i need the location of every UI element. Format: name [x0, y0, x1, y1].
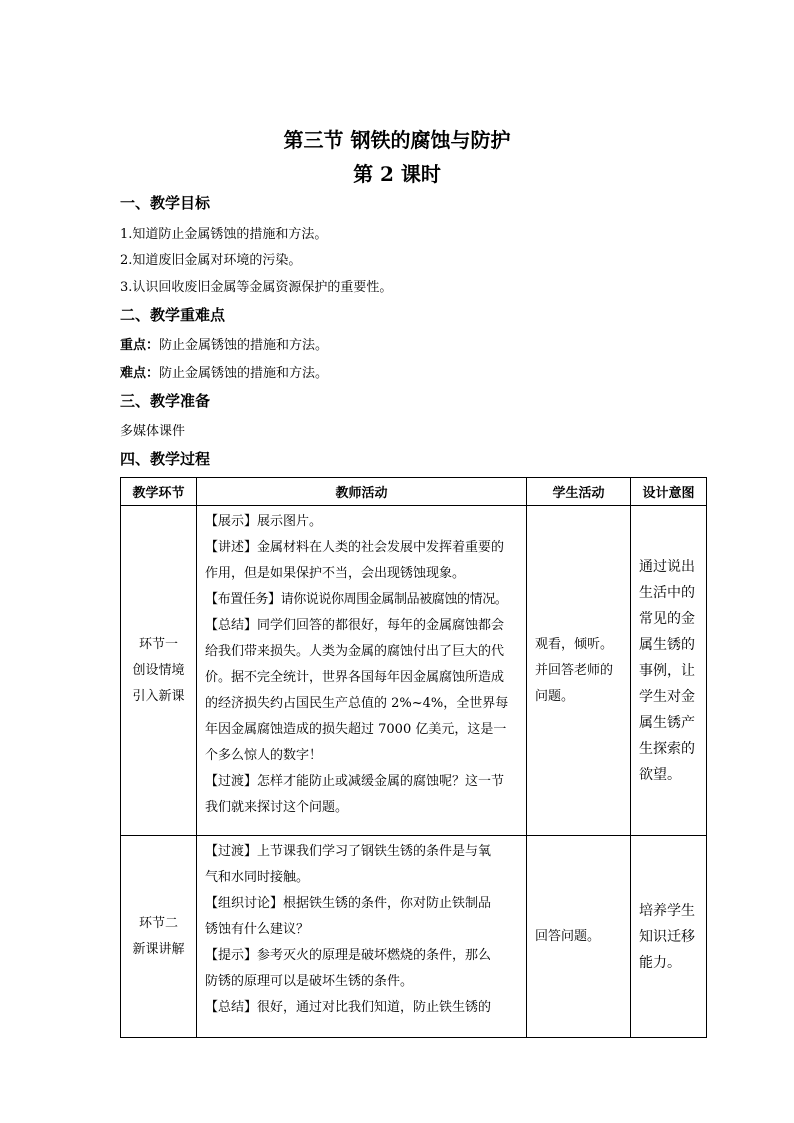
goal-item: 2.知道废旧金属对环境的污染。: [120, 253, 302, 268]
goals-heading: 一、教学目标: [120, 194, 211, 212]
intent-line: 知识迁移: [639, 928, 695, 945]
intent-line: 通过说出: [639, 558, 695, 575]
intent-line: 培养学生: [639, 902, 695, 919]
teacher-line: 【组织讨论】根据铁生锈的条件，你对防止铁制品: [205, 896, 492, 911]
teacher-activity-cell: [197, 506, 527, 836]
intent-line: 欲望。: [639, 766, 681, 783]
document-subtitle: 第 2 课时: [353, 162, 441, 186]
intent-line: 常见的金: [639, 610, 695, 627]
goal-item: 3.认识回收废旧金属等金属资源保护的重要性。: [120, 280, 393, 295]
teacher-line: 【总结】很好，通过对比我们知道，防止铁生锈的: [205, 1000, 492, 1015]
header-stage: 教学环节: [121, 478, 197, 506]
teacher-line: 价。据不完全统计，世界各国每年因金属腐蚀所造成: [205, 670, 505, 685]
teacher-line: 的经济损失约占国民生产总值的 2%~4%，全世界每: [205, 696, 509, 711]
key-label: 重点：: [120, 338, 160, 353]
teacher-line: 我们就来探讨这个问题。: [205, 800, 349, 815]
key-text: 防止金属锈蚀的措施和方法。: [159, 338, 329, 353]
goal-item: 1.知道防止金属锈蚀的措施和方法。: [120, 227, 328, 242]
key-heading: 二、教学重难点: [120, 306, 226, 324]
difficult-label: 难点：: [120, 366, 160, 381]
intent-line: 事例，让: [639, 662, 695, 679]
table-row: [121, 836, 707, 1038]
header-student: 学生活动: [527, 478, 631, 506]
stage-cell: [121, 506, 197, 836]
document-title: 第三节 钢铁的腐蚀与防护: [283, 128, 511, 152]
stage-line: 环节二: [138, 915, 178, 931]
process-table: [120, 477, 707, 1038]
key-point: [120, 334, 328, 353]
teacher-line: 年因金属腐蚀造成的损失超过 7000 亿美元，这是一: [205, 722, 507, 737]
student-line: 并回答老师的: [535, 662, 614, 678]
teacher-line: 给我们带来损失。人类为金属的腐蚀付出了巨大的代: [205, 644, 505, 659]
intent-line: 学生对金: [639, 688, 695, 705]
teacher-line: 【过渡】怎样才能防止或减缓金属的腐蚀呢？这一节: [205, 774, 505, 789]
process-heading: 四、教学过程: [120, 450, 211, 468]
header-intent: 设计意图: [631, 478, 707, 506]
difficult-text: 防止金属锈蚀的措施和方法。: [159, 366, 329, 381]
student-line: 回答问题。: [535, 928, 601, 944]
prep-text: 多媒体课件: [120, 424, 186, 439]
design-intent-cell: [631, 836, 707, 1038]
stage-cell: [121, 836, 197, 1038]
table-row: [121, 506, 707, 836]
teacher-line: 【提示】参考灭火的原理是破坏燃烧的条件，那么: [205, 948, 492, 963]
stage-line: 新课讲解: [132, 941, 185, 957]
teacher-activity-cell: [197, 836, 527, 1038]
intent-line: 生探索的: [639, 740, 695, 757]
stage-line: 环节一: [138, 636, 178, 652]
student-activity-cell: [527, 836, 631, 1038]
intent-line: 生活中的: [639, 584, 695, 601]
difficult-point: [120, 362, 328, 381]
design-intent-cell: [631, 506, 707, 836]
intent-line: 属生锈产: [639, 714, 695, 731]
teacher-line: 【布置任务】请你说说你周围金属制品被腐蚀的情况。: [205, 592, 508, 607]
teacher-line: 气和水同时接触。: [205, 870, 310, 885]
stage-line: 创设情境: [132, 662, 185, 678]
table-header-row: [121, 478, 707, 506]
teacher-line: 【讲述】金属材料在人类的社会发展中发挥着重要的: [205, 540, 505, 555]
student-line: 问题。: [535, 688, 575, 704]
teacher-line: 个多么惊人的数字！: [205, 748, 323, 763]
teacher-line: 【展示】展示图片。: [205, 514, 323, 529]
teacher-line: 作用，但是如果保护不当，会出现锈蚀现象。: [205, 566, 466, 581]
teacher-line: 防锈的原理可以是破坏生锈的条件。: [205, 974, 414, 989]
student-line: 观看，倾听。: [535, 636, 614, 652]
teacher-line: 锈蚀有什么建议？: [205, 922, 310, 937]
intent-line: 属生锈的: [639, 636, 695, 653]
student-activity-cell: [527, 506, 631, 836]
prep-heading: 三、教学准备: [120, 392, 211, 410]
intent-line: 能力。: [639, 954, 681, 971]
teacher-line: 【总结】同学们回答的都很好，每年的金属腐蚀都会: [205, 618, 505, 633]
teacher-line: 【过渡】上节课我们学习了钢铁生锈的条件是与氧: [205, 844, 492, 859]
stage-line: 引入新课: [132, 688, 185, 704]
header-teacher: 教师活动: [197, 478, 527, 506]
